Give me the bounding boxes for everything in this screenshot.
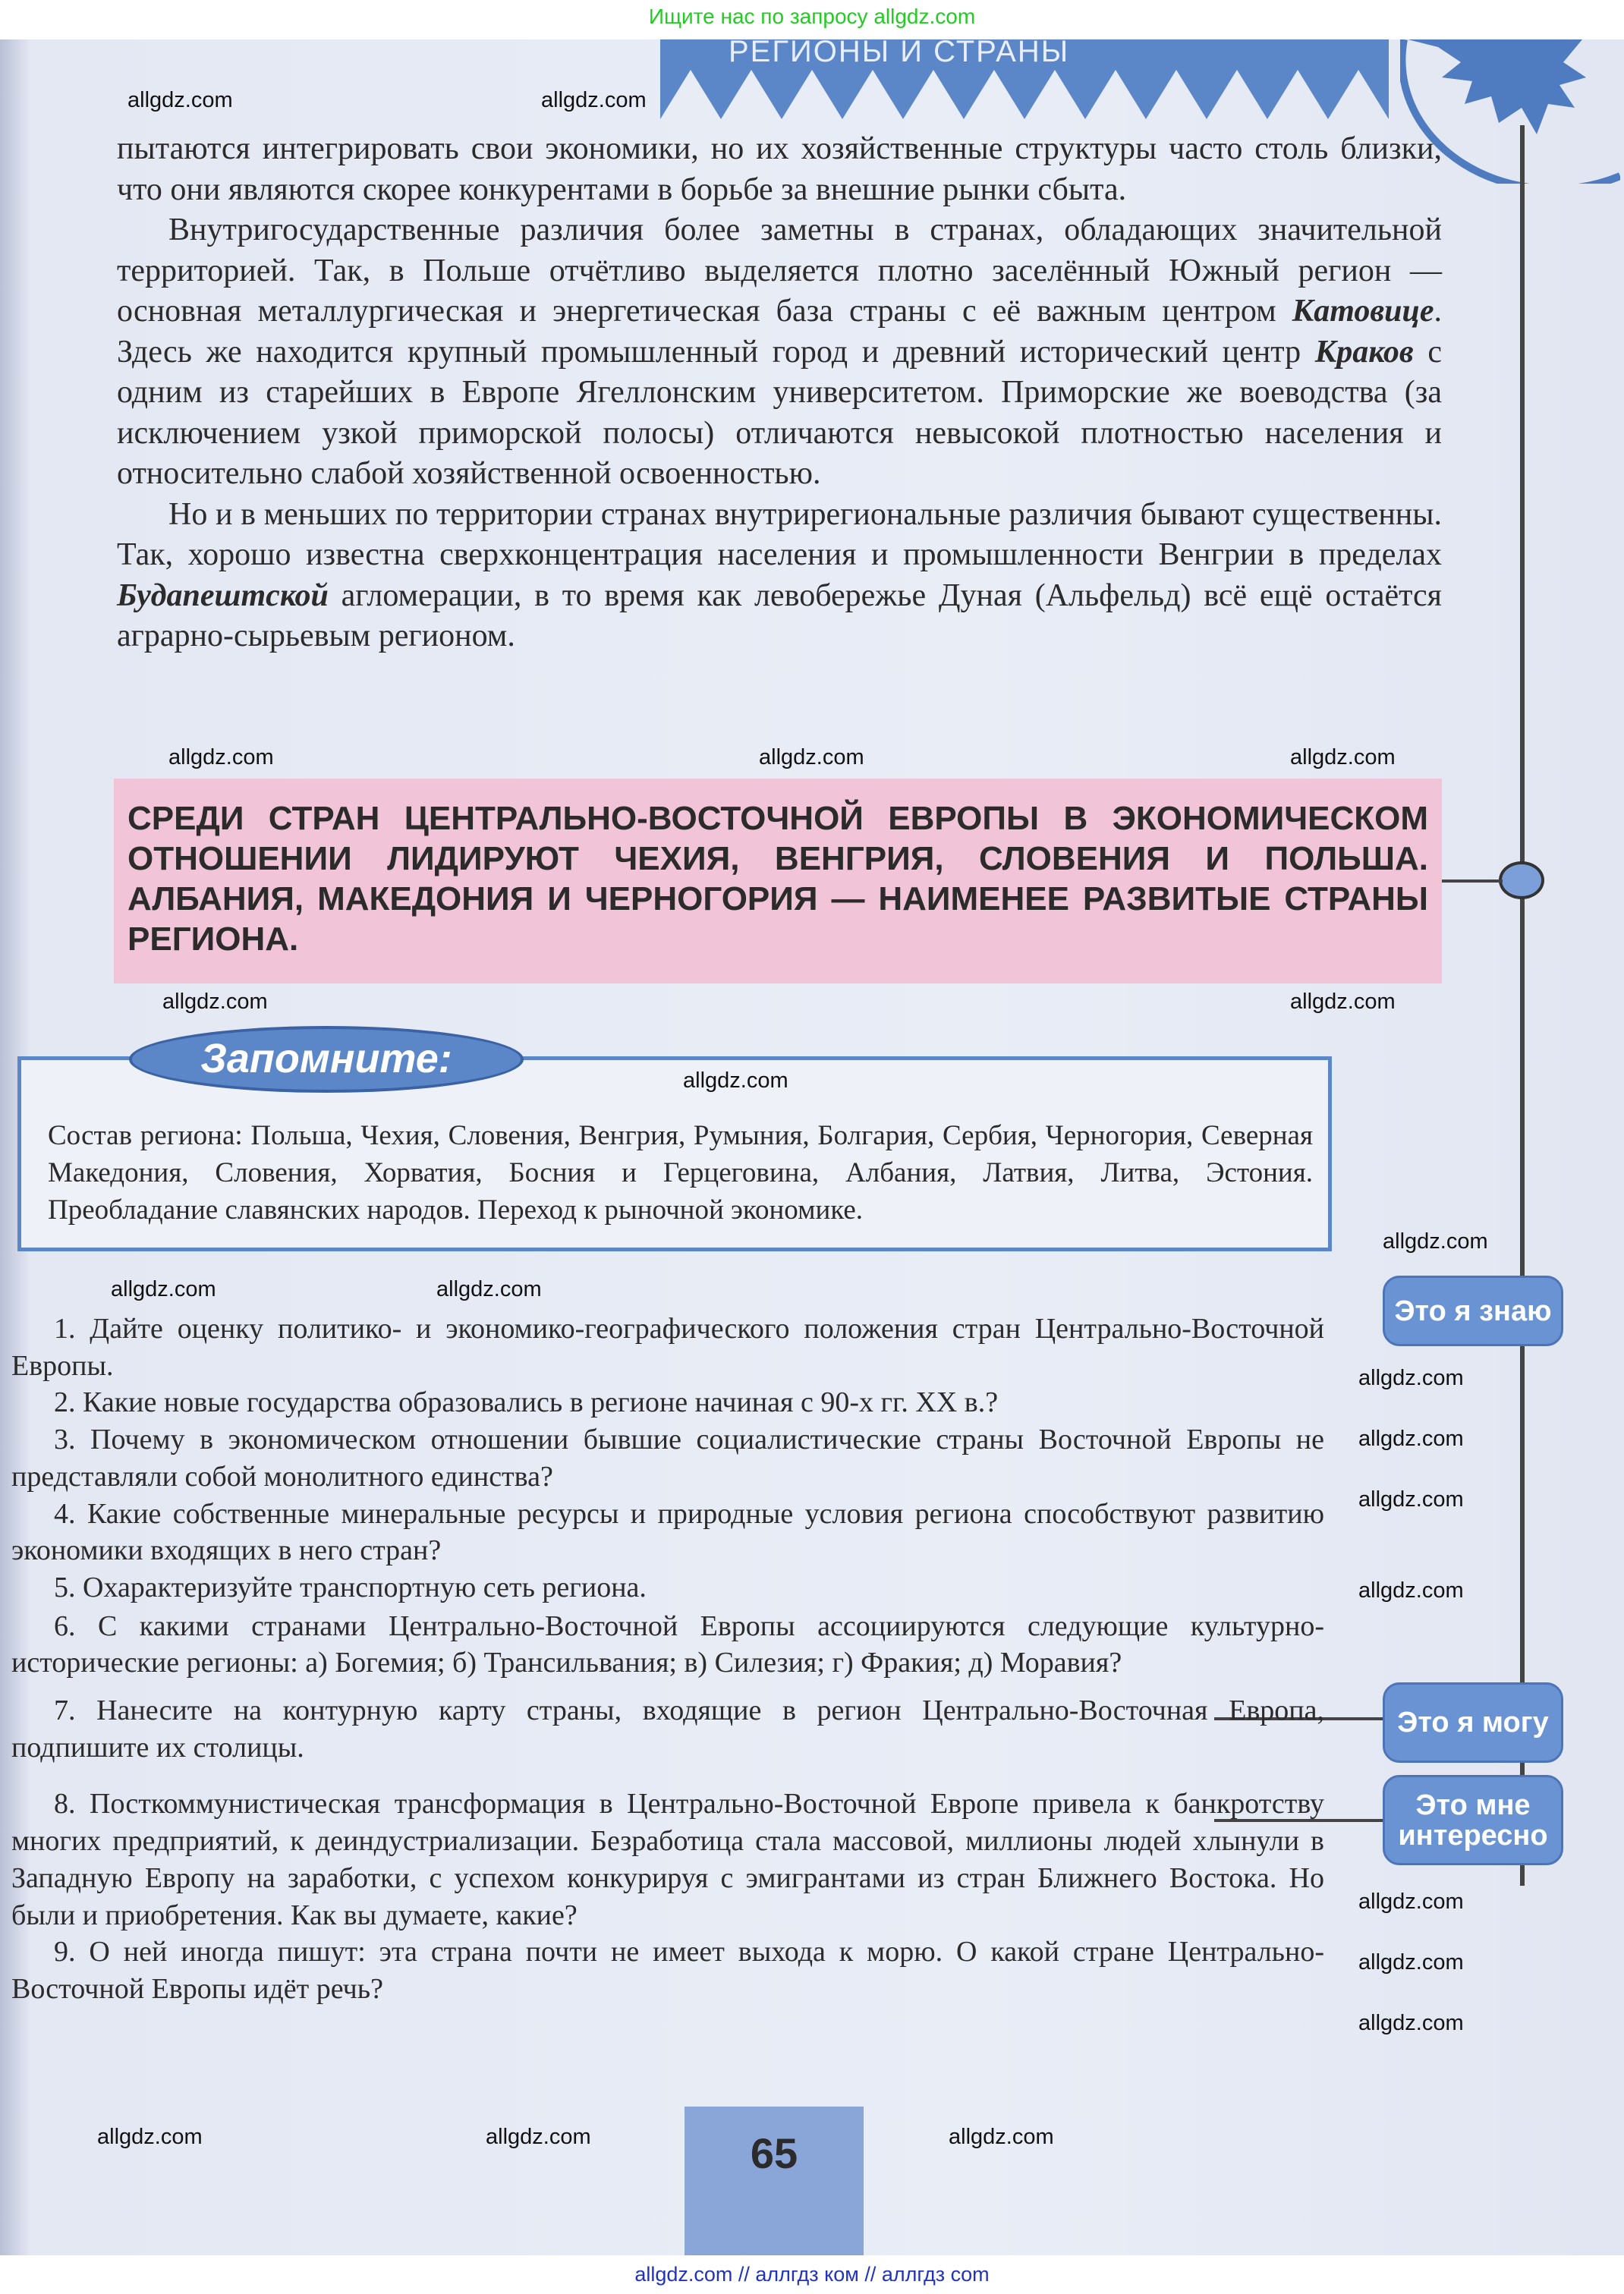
footer-links: allgdz.com // аллгдз ком // аллгдз com <box>0 2255 1624 2294</box>
label-this-i-can: Это я могу <box>1383 1682 1563 1763</box>
watermark: allgdz.com <box>949 2125 1054 2149</box>
question: 7. Нанесите на контурную карту страны, входящие в регион Центрально-Восточная Европа, подпишите их столицы. <box>11 1695 1324 1764</box>
label-this-interests-me: Это мне интересно <box>1383 1775 1563 1865</box>
text: с одним из старейших в Европе Ягеллонским университетом. Приморские же воеводства (за исключением узкой приморской полосы) отличаются невысокой плотностью населения и относительно слабой хозяйственной освоенностью. <box>117 334 1442 491</box>
watermark: allgdz.com <box>1358 1950 1464 1975</box>
watermark: allgdz.com <box>1358 1890 1464 1914</box>
remember-text: Состав региона: Польша, Чехия, Словения, Венгрия, Румыния, Болгария, Сербия, Черногория, Северная Македония, Словения, Хорватия, Босния и Герцеговина, Албания, Латвия, Литва, Эстония. Преобладание славянских народов. Переход к рыночной экономике. <box>48 1120 1313 1226</box>
question: 4. Какие собственные минеральные ресурсы и природные условия региона способствуют развитию экономики входящих в него стран? <box>11 1497 1324 1567</box>
question: 1. Дайте оценку политико- и экономико-географического положения стран Центрально-Восточной Европы. <box>11 1313 1324 1382</box>
section-title: РЕГИОНЫ И СТРАНЫ <box>729 35 1070 68</box>
key-fact-box: СРЕДИ СТРАН ЦЕНТРАЛЬНО-ВОСТОЧНОЙ ЕВРОПЫ В ЭКОНОМИЧЕСКОМ ОТНОШЕНИИ ЛИДИРУЮТ ЧЕХИЯ, ВЕНГРИЯ, СЛОВЕНИЯ И ПОЛЬША. АЛБАНИЯ, МАКЕДОНИЯ И ЧЕРНОГОРИЯ — НАИМЕНЕЕ РАЗВИТЫЕ СТРАНЫ РЕГИОНА. <box>114 779 1442 983</box>
term-katowice: Катовице <box>1292 294 1434 329</box>
watermark: allgdz.com <box>1383 1229 1488 1254</box>
questions-list <box>11 1311 1324 2008</box>
question: 3. Почему в экономическом отношении бывшие социалистические страны Восточной Европы не представляли собой монолитного единства? <box>11 1424 1324 1493</box>
page-number: 65 <box>685 2107 864 2255</box>
question: 2. Какие новые государства образовались в регионе начиная с 90-х гг. XX в.? <box>54 1386 999 1419</box>
watermark: allgdz.com <box>1290 990 1396 1014</box>
watermark: allgdz.com <box>1358 1427 1464 1451</box>
paragraph <box>117 210 1442 495</box>
watermark: allgdz.com <box>486 2125 591 2149</box>
watermark: allgdz.com <box>1290 745 1396 769</box>
star-icon <box>1400 39 1590 138</box>
timeline-line <box>1520 125 1525 1886</box>
text: Внутригосударственные различия более заметны в странах, обладающих значительной территорией. Так, в Польше отчётливо выделяется плотно заселённый Южный регион — основная металлургическая и энергетическая база страны с её важным центром <box>117 212 1442 329</box>
term-budapest: Будапештской <box>117 577 329 613</box>
text: Но и в меньших по территории странах внутрирегиональные различия бывают существенны. Так, хорошо известна сверхконцентрация населения и промышленности Венгрии в пределах <box>117 496 1442 572</box>
top-banner: Ищите нас по запросу allgdz.com <box>0 0 1624 39</box>
text: . Здесь же находится крупный промышленный город и древний исторический центр <box>117 294 1442 370</box>
watermark: allgdz.com <box>759 745 864 769</box>
question: 6. С какими странами Центрально-Восточной Европы ассоциируются следующие культурно-исторические регионы: а) Богемия; б) Трансильвания; в) Силезия; г) Фракия; д) Моравия? <box>11 1610 1324 1679</box>
watermark: allgdz.com <box>436 1277 542 1301</box>
text: агломерации, в то время как левобережье Дуная (Альфельд) всё ещё остаётся аграрно-сырьевым регионом. <box>117 577 1442 653</box>
watermark: allgdz.com <box>541 88 647 112</box>
watermark: allgdz.com <box>127 88 233 112</box>
term-krakow: Краков <box>1314 334 1414 370</box>
text: пытаются интегрировать свои экономики, но их хозяйственные структуры часто столь близки, что они являются скорее конкурентами в борьбе за внешние рынки сбыта. <box>117 131 1442 207</box>
watermark: allgdz.com <box>168 745 274 769</box>
question: 9. О ней иногда пишут: эта страна почти не имеет выхода к морю. О какой стране Центрально-Восточной Европы идёт речь? <box>11 1936 1324 2005</box>
watermark: allgdz.com <box>111 1277 216 1301</box>
section-header <box>660 35 1389 119</box>
question: 8. Посткоммунистическая трансформация в Центрально-Восточной Европе привела к банкротству многих предприятий, к деиндустриализации. Безработица стала массовой, миллионы людей хлынули в Западную Европу на заработки, с успехом конкурируя с эмигрантами из стран Ближнего Востока. Но были и приобретения. Как вы думаете, какие? <box>11 1788 1324 1931</box>
label-this-i-know: Это я знаю <box>1383 1276 1563 1346</box>
watermark: allgdz.com <box>1358 1578 1464 1603</box>
question: 5. Охарактеризуйте транспортную сеть региона. <box>54 1571 647 1603</box>
timeline-node <box>1499 861 1544 899</box>
remember-label: Запомните: <box>129 1026 524 1093</box>
main-text <box>117 129 1442 657</box>
watermark: allgdz.com <box>1358 1487 1464 1512</box>
watermark: allgdz.com <box>1358 1366 1464 1390</box>
paragraph <box>117 495 1442 657</box>
connector-line <box>1442 880 1503 883</box>
watermark: allgdz.com <box>1358 2011 1464 2035</box>
watermark: allgdz.com <box>683 1068 788 1093</box>
watermark: allgdz.com <box>162 990 268 1014</box>
watermark: allgdz.com <box>97 2125 203 2149</box>
paragraph <box>117 129 1442 210</box>
